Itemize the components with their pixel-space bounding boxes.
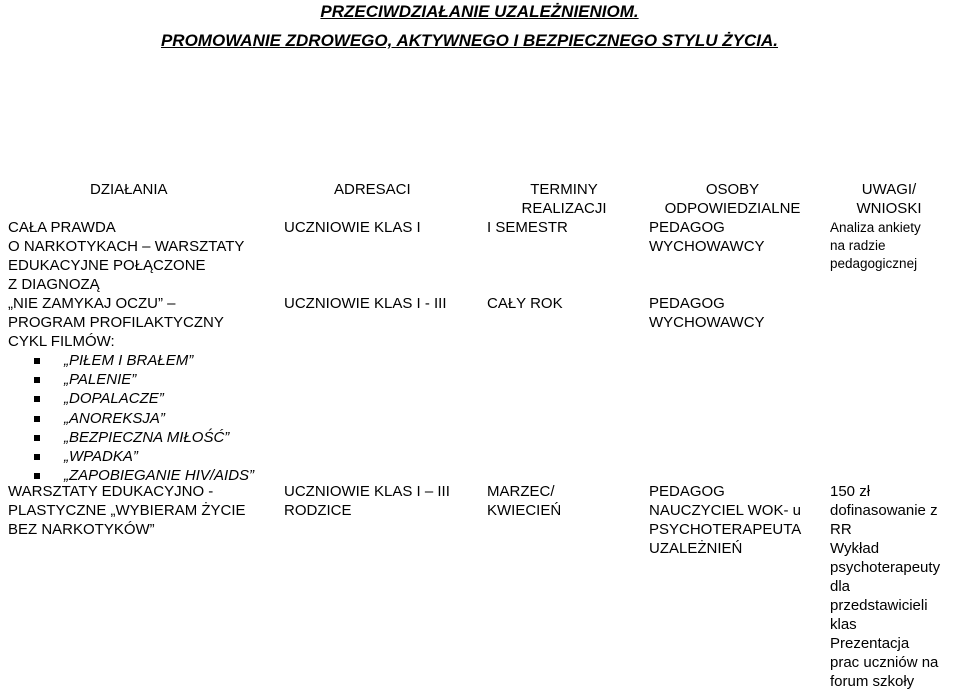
row1-persons: PEDAGOG WYCHOWAWCY xyxy=(649,219,765,255)
row3-recipients: UCZNIOWIE KLAS I – III RODZICE xyxy=(284,483,450,519)
film-item: „DOPALACZE” xyxy=(8,389,283,408)
row1-notes: Analiza ankiety na radzie pedagogicznej xyxy=(830,220,921,271)
header-notes: UWAGI/ WNIOSKI xyxy=(856,181,922,217)
film-item: „ZAPOBIEGANIE HIV/AIDS” xyxy=(8,466,283,485)
row3-notes: 150 zł dofinasowanie z RR Wykład psychoterapeuty dla przedstawicieli klas Prezentacja prac uczniów na forum szkoły xyxy=(830,483,941,690)
document-subtitle: PROMOWANIE ZDROWEGO, AKTYWNEGO I BEZPIECZNEGO STYLU ŻYCIA. xyxy=(160,31,779,50)
row3-action: WARSZTATY EDUKACYJNO - PLASTYCZNE „WYBIERAM ŻYCIE BEZ NARKOTYKÓW” xyxy=(8,483,246,538)
header-recipients: ADRESACI xyxy=(334,181,411,198)
row1-term: I SEMESTR xyxy=(487,219,568,236)
header-persons: OSOBY ODPOWIEDZIALNE xyxy=(664,181,801,217)
film-item: „ANOREKSJA” xyxy=(8,409,283,428)
row3-persons: PEDAGOG NAUCZYCIEL WOK- u PSYCHOTERAPEUTA UZALEŻNIEŃ xyxy=(649,483,802,557)
film-item: „WPADKA” xyxy=(8,447,283,466)
row2-term: CAŁY ROK xyxy=(487,295,563,312)
document-title: PRZECIWDZIAŁANIE UZALEŻNIENIOM. xyxy=(320,2,639,21)
row2-persons: PEDAGOG WYCHOWAWCY xyxy=(649,295,765,331)
film-item: „PIŁEM I BRAŁEM” xyxy=(8,351,283,370)
row1-recipients: UCZNIOWIE KLAS I xyxy=(284,219,421,236)
film-item: „BEZPIECZNA MIŁOŚĆ” xyxy=(8,428,283,447)
header-terms: TERMINY REALIZACJI xyxy=(521,181,607,217)
row2-action: „NIE ZAMYKAJ OCZU” – PROGRAM PROFILAKTYCZNY CYKL FILMÓW: „PIŁEM I BRAŁEM” „PALENIE” „DOPALACZE” „ANOREKSJA” „BEZPIECZNA MIŁOŚĆ” „WPADKA” „ZAPOBIEGANIE HIV/AIDS” xyxy=(8,294,283,485)
row1-action: CAŁA PRAWDA O NARKOTYKACH – WARSZTATY EDUKACYJNE POŁĄCZONE Z DIAGNOZĄ xyxy=(8,219,245,293)
film-list xyxy=(8,351,283,485)
header-actions: DZIAŁANIA xyxy=(90,181,168,198)
row2-recipients: UCZNIOWIE KLAS I - III xyxy=(284,295,447,312)
film-item: „PALENIE” xyxy=(8,370,283,389)
row3-term: MARZEC/ KWIECIEŃ xyxy=(487,483,562,519)
